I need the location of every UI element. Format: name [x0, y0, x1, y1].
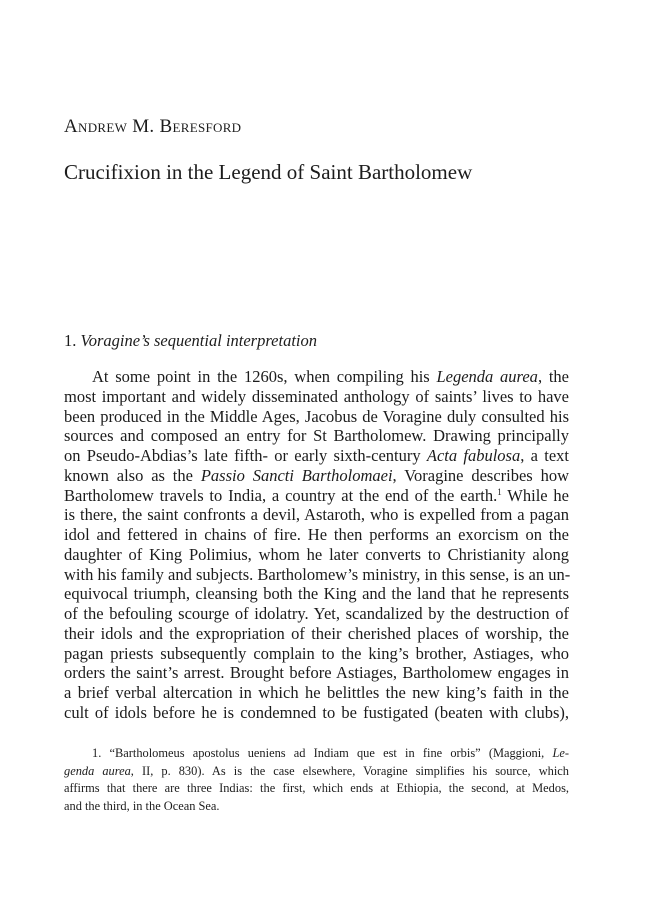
body-line — [64, 426, 569, 446]
text-span: of the befouling scourge of idolatry. Yet, scandalized by the destruction of — [64, 604, 569, 623]
text-span: with his family and subjects. Bartholomew’s ministry, in this sense, is an un- — [64, 564, 571, 584]
text-span: idol and fettered in chains of fire. He then performs an exorcism on the — [64, 525, 569, 544]
body-line — [64, 505, 569, 525]
text-span: genda aurea — [64, 763, 131, 778]
body-line — [64, 703, 569, 723]
body-line — [64, 663, 569, 683]
text-span: daughter of King Polimius, whom he later converts to Christianity along — [64, 544, 569, 564]
text-span: , II, p. 830). As is the case elsewhere, Voragine simplifies his source, which — [130, 763, 569, 778]
body-line — [64, 446, 569, 466]
text-span: affirms that there are three Indias: the first, which ends at Ethiopia, the second, at Medos, — [64, 781, 569, 795]
article-title: Crucifixion in the Legend of Saint Bartholomew — [64, 160, 473, 184]
text-span: Legenda aurea — [436, 367, 538, 386]
body-line — [64, 407, 569, 427]
footnote-ref: 1 — [497, 486, 502, 497]
text-span: Acta fabulosa — [426, 446, 521, 465]
text-span: Le- — [552, 746, 569, 760]
body-line — [64, 545, 569, 565]
author-name: Andrew M. Beresford — [64, 116, 242, 137]
footnote-line — [64, 745, 569, 763]
text-span: At some point in the 1260s, when compiling his — [92, 367, 437, 386]
text-span: , Voragine describes how — [392, 465, 569, 485]
text-span: cult of idols before he is condemned to be fustigated (beaten with clubs), — [64, 702, 569, 722]
text-span: most important and widely disseminated anthology of saints’ lives to have — [64, 386, 569, 406]
body-line — [64, 584, 569, 604]
section-heading — [64, 331, 317, 351]
text-span: and the third, in the Ocean Sea. — [64, 798, 220, 813]
text-span: pagan priests subsequently complain to the king’s brother, Astiages, who — [64, 643, 569, 663]
text-span: known also as the — [64, 465, 201, 485]
body-line — [64, 604, 569, 624]
text-span: orders the saint’s arrest. Brought before Astiages, Bartholomew engages in — [64, 663, 569, 683]
text-span: Bartholomew travels to India, a country at the end of the earth. — [64, 485, 498, 505]
body-line — [64, 624, 569, 644]
text-span: their idols and the expropriation of their cherished places of worship, the — [64, 623, 569, 643]
body-line — [64, 486, 569, 506]
section-number: 1. — [64, 331, 77, 350]
text-span: on Pseudo-Abdias’s late fifth- or early sixth-century — [64, 446, 427, 465]
text-span: While he — [501, 485, 570, 505]
body-line — [64, 565, 569, 585]
footnote-line — [64, 780, 569, 798]
body-line — [64, 683, 569, 703]
text-span: , a text — [520, 446, 569, 465]
body-line — [64, 644, 569, 664]
text-span: sources and composed an entry for St Bartholomew. Drawing principally — [64, 426, 569, 446]
text-span: 1. “Bartholomeus apostolus ueniens ad Indiam que est in fine orbis” (Maggioni, — [92, 746, 553, 760]
text-span: is there, the saint confronts a devil, Astaroth, who is expelled from a pagan — [64, 505, 569, 525]
text-span: equivocal triumph, cleansing both the King and the land that he represents — [64, 584, 569, 604]
body-line — [64, 387, 569, 407]
body-line — [64, 525, 569, 545]
text-span: , the — [537, 367, 569, 386]
body-line — [64, 367, 569, 387]
text-span: been produced in the Middle Ages, Jacobus de Voragine duly consulted his — [64, 406, 569, 426]
footnote — [64, 745, 569, 815]
footnote-line — [64, 763, 569, 781]
section-title: Voragine’s sequential interpretation — [80, 331, 317, 350]
text-span: a brief verbal altercation in which he belittles the new king’s faith in the — [64, 683, 569, 702]
text-span: Passio Sancti Bartholomaei — [200, 465, 393, 485]
body-line — [64, 466, 569, 486]
footnote-line — [64, 798, 569, 816]
body-text — [64, 367, 569, 723]
